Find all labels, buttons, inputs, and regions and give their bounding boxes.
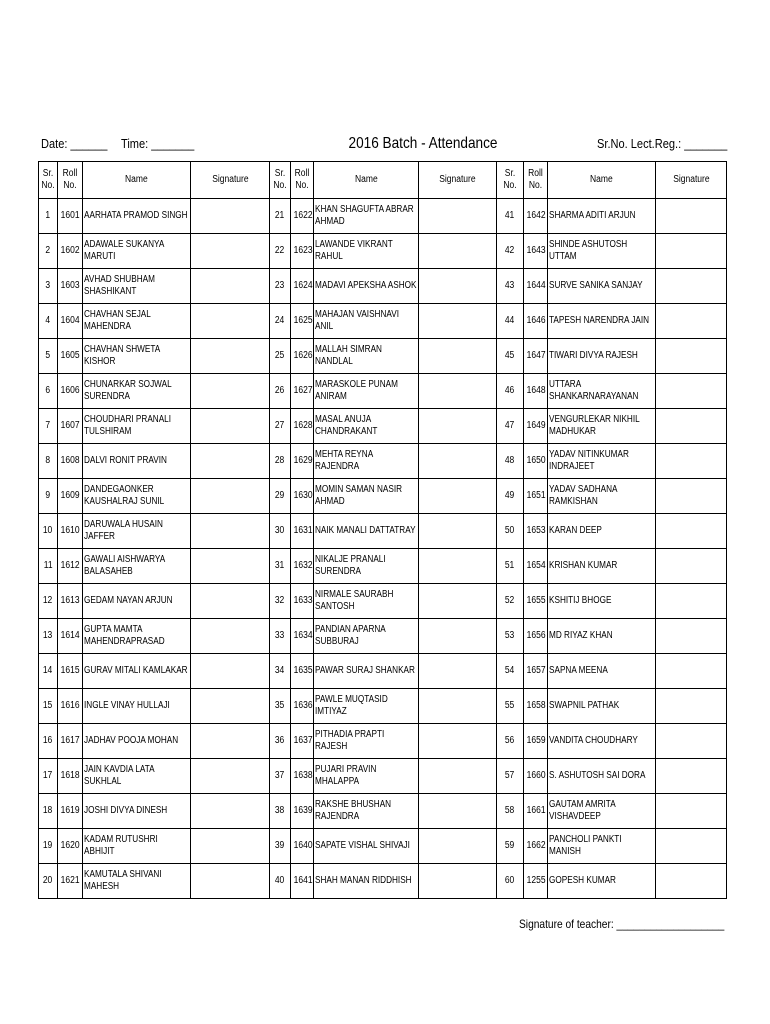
sr-number-cell: 8 [39,444,58,479]
sr-number-cell: 2 [39,234,58,269]
roll-number-cell: 1637 [291,724,314,759]
sr-number-cell: 50 [497,514,524,549]
signature-cell[interactable] [191,374,270,409]
sr-number-cell: 44 [497,304,524,339]
signature-cell[interactable] [419,689,497,724]
roll-number-cell: 1601 [58,199,83,234]
roll-number-cell: 1651 [524,479,548,514]
sr-number-cell: 17 [39,759,58,794]
signature-cell[interactable] [419,409,497,444]
sr-number-cell: 32 [270,584,291,619]
sr-number-cell: 12 [39,584,58,619]
sr-number-cell: 20 [39,864,58,899]
student-name-cell: MASAL ANUJA CHANDRAKANT [314,409,419,444]
roll-number-cell: 1614 [58,619,83,654]
signature-cell[interactable] [419,829,497,864]
sr-number-cell: 38 [270,794,291,829]
table-row [39,549,727,584]
signature-cell[interactable] [419,759,497,794]
signature-cell[interactable] [656,339,727,374]
signature-cell[interactable] [656,199,727,234]
signature-cell[interactable] [191,829,270,864]
student-name-cell: KHAN SHAGUFTA ABRAR AHMAD [314,199,419,234]
table-row [39,234,727,269]
student-name-cell: CHOUDHARI PRANALI TULSHIRAM [83,409,191,444]
sr-number-cell: 3 [39,269,58,304]
roll-number-cell: 1650 [524,444,548,479]
table-row [39,724,727,759]
table-row [39,269,727,304]
sr-number-cell: 9 [39,479,58,514]
signature-cell[interactable] [656,654,727,689]
column-header-sr: Sr. No. [270,162,291,199]
sr-number-cell: 45 [497,339,524,374]
roll-number-cell: 1608 [58,444,83,479]
signature-cell[interactable] [191,409,270,444]
table-row [39,199,727,234]
student-name-cell: DALVI RONIT PRAVIN [83,444,191,479]
sr-number-cell: 11 [39,549,58,584]
signature-cell[interactable] [656,794,727,829]
sr-number-cell: 26 [270,374,291,409]
sr-number-cell: 53 [497,619,524,654]
sr-number-cell: 27 [270,409,291,444]
attendance-table [38,161,727,899]
signature-cell[interactable] [419,234,497,269]
student-name-cell: RAKSHE BHUSHAN RAJENDRA [314,794,419,829]
column-header-sr: Sr. No. [497,162,524,199]
signature-cell[interactable] [191,199,270,234]
table-row [39,584,727,619]
roll-number-cell: 1622 [291,199,314,234]
student-name-cell: GAWALI AISHWARYA BALASAHEB [83,549,191,584]
sr-number-cell: 51 [497,549,524,584]
roll-number-cell: 1640 [291,829,314,864]
signature-cell[interactable] [656,689,727,724]
sr-number-cell: 37 [270,759,291,794]
signature-cell[interactable] [191,304,270,339]
student-name-cell: VANDITA CHOUDHARY [548,724,656,759]
column-header-name: Name [314,162,419,199]
signature-cell[interactable] [191,619,270,654]
signature-cell[interactable] [191,654,270,689]
sr-number-cell: 21 [270,199,291,234]
roll-number-cell: 1612 [58,549,83,584]
signature-cell[interactable] [656,619,727,654]
signature-cell[interactable] [191,269,270,304]
sr-number-cell: 25 [270,339,291,374]
roll-number-cell: 1607 [58,409,83,444]
sr-number-cell: 19 [39,829,58,864]
student-name-cell: DARUWALA HUSAIN JAFFER [83,514,191,549]
sr-number-cell: 24 [270,304,291,339]
table-row [39,759,727,794]
student-name-cell: GEDAM NAYAN ARJUN [83,584,191,619]
sr-number-cell: 49 [497,479,524,514]
student-name-cell: JAIN KAVDIA LATA SUKHLAL [83,759,191,794]
student-name-cell: SHINDE ASHUTOSH UTTAM [548,234,656,269]
student-name-cell: NIRMALE SAURABH SANTOSH [314,584,419,619]
student-name-cell: YADAV NITINKUMAR INDRAJEET [548,444,656,479]
sr-number-cell: 59 [497,829,524,864]
table-row [39,339,727,374]
student-name-cell: CHAVHAN SEJAL MAHENDRA [83,304,191,339]
student-name-cell: MOMIN SAMAN NASIR AHMAD [314,479,419,514]
sr-number-cell: 14 [39,654,58,689]
signature-cell[interactable] [419,479,497,514]
roll-number-cell: 1605 [58,339,83,374]
student-name-cell: PANDIAN APARNA SUBBURAJ [314,619,419,654]
signature-cell[interactable] [419,654,497,689]
roll-number-cell: 1621 [58,864,83,899]
roll-number-cell: 1604 [58,304,83,339]
sr-number-cell: 31 [270,549,291,584]
roll-number-cell: 1657 [524,654,548,689]
student-name-cell: PANCHOLI PANKTI MANISH [548,829,656,864]
signature-cell[interactable] [656,829,727,864]
table-row [39,619,727,654]
student-name-cell: GOPESH KUMAR [548,864,656,899]
signature-cell[interactable] [656,584,727,619]
signature-cell[interactable] [191,444,270,479]
roll-number-cell: 1642 [524,199,548,234]
signature-cell[interactable] [656,759,727,794]
student-name-cell: LAWANDE VIKRANT RAHUL [314,234,419,269]
signature-cell[interactable] [656,409,727,444]
roll-number-cell: 1625 [291,304,314,339]
student-name-cell: MAHAJAN VAISHNAVI ANIL [314,304,419,339]
roll-number-cell: 1632 [291,549,314,584]
signature-cell[interactable] [191,234,270,269]
teacher-signature-line: Signature of teacher: ___________________ [519,917,725,931]
signature-cell[interactable] [419,514,497,549]
roll-number-cell: 1647 [524,339,548,374]
sr-number-cell: 15 [39,689,58,724]
sr-number-cell: 52 [497,584,524,619]
signature-cell[interactable] [191,759,270,794]
sr-number-cell: 5 [39,339,58,374]
sr-number-cell: 30 [270,514,291,549]
student-name-cell: MADAVI APEKSHA ASHOK [314,269,419,304]
roll-number-cell: 1626 [291,339,314,374]
signature-cell[interactable] [656,479,727,514]
sr-number-cell: 47 [497,409,524,444]
signature-cell[interactable] [656,444,727,479]
column-header-roll: Roll No. [291,162,314,199]
roll-number-cell: 1616 [58,689,83,724]
roll-number-cell: 1656 [524,619,548,654]
signature-cell[interactable] [191,479,270,514]
sr-number-cell: 33 [270,619,291,654]
column-header-roll: Roll No. [524,162,548,199]
roll-number-cell: 1623 [291,234,314,269]
student-name-cell: MEHTA REYNA RAJENDRA [314,444,419,479]
table-row [39,514,727,549]
roll-number-cell: 1639 [291,794,314,829]
sr-number-cell: 29 [270,479,291,514]
roll-number-cell: 1635 [291,654,314,689]
roll-number-cell: 1643 [524,234,548,269]
signature-cell[interactable] [656,304,727,339]
signature-cell[interactable] [191,514,270,549]
student-name-cell: MD RIYAZ KHAN [548,619,656,654]
roll-number-cell: 1662 [524,829,548,864]
column-header-name: Name [548,162,656,199]
table-row [39,409,727,444]
signature-cell[interactable] [191,724,270,759]
roll-number-cell: 1633 [291,584,314,619]
roll-number-cell: 1641 [291,864,314,899]
sr-number-cell: 35 [270,689,291,724]
student-name-cell: CHAVHAN SHWETA KISHOR [83,339,191,374]
table-header-row [39,162,727,199]
sr-number-cell: 43 [497,269,524,304]
signature-cell[interactable] [656,514,727,549]
student-name-cell: NAIK MANALI DATTATRAY [314,514,419,549]
roll-number-cell: 1644 [524,269,548,304]
column-header-signature: Signature [656,162,727,199]
signature-cell[interactable] [419,724,497,759]
roll-number-cell: 1655 [524,584,548,619]
signature-cell[interactable] [419,374,497,409]
student-name-cell: AARHATA PRAMOD SINGH [83,199,191,234]
roll-number-cell: 1653 [524,514,548,549]
student-name-cell: SURVE SANIKA SANJAY [548,269,656,304]
sr-number-cell: 23 [270,269,291,304]
roll-number-cell: 1630 [291,479,314,514]
student-name-cell: S. ASHUTOSH SAI DORA [548,759,656,794]
roll-number-cell: 1654 [524,549,548,584]
student-name-cell: GUPTA MAMTA MAHENDRAPRASAD [83,619,191,654]
student-name-cell: AVHAD SHUBHAM SHASHIKANT [83,269,191,304]
roll-number-cell: 1661 [524,794,548,829]
signature-cell[interactable] [656,549,727,584]
student-name-cell: SWAPNIL PATHAK [548,689,656,724]
student-name-cell: TAPESH NARENDRA JAIN [548,304,656,339]
signature-cell[interactable] [191,864,270,899]
student-name-cell: SHARMA ADITI ARJUN [548,199,656,234]
signature-cell[interactable] [191,549,270,584]
time-field-label: Time: _______ [121,136,195,151]
roll-number-cell: 1638 [291,759,314,794]
signature-cell[interactable] [419,864,497,899]
roll-number-cell: 1603 [58,269,83,304]
roll-number-cell: 1658 [524,689,548,724]
roll-number-cell: 1636 [291,689,314,724]
column-header-signature: Signature [191,162,270,199]
student-name-cell: INGLE VINAY HULLAJI [83,689,191,724]
column-header-sr: Sr. No. [39,162,58,199]
student-name-cell: MARASKOLE PUNAM ANIRAM [314,374,419,409]
signature-cell[interactable] [419,304,497,339]
roll-number-cell: 1627 [291,374,314,409]
sr-number-cell: 55 [497,689,524,724]
signature-cell[interactable] [419,339,497,374]
student-name-cell: CHUNARKAR SOJWAL SURENDRA [83,374,191,409]
date-field-label: Date: ______ [41,136,108,151]
sr-number-cell: 13 [39,619,58,654]
signature-cell[interactable] [419,549,497,584]
sr-number-cell: 16 [39,724,58,759]
table-row [39,689,727,724]
student-name-cell: SAPATE VISHAL SHIVAJI [314,829,419,864]
signature-cell[interactable] [191,339,270,374]
roll-number-cell: 1634 [291,619,314,654]
roll-number-cell: 1610 [58,514,83,549]
signature-cell[interactable] [656,269,727,304]
student-name-cell: KAMUTALA SHIVANI MAHESH [83,864,191,899]
table-row [39,794,727,829]
sr-number-cell: 39 [270,829,291,864]
roll-number-cell: 1620 [58,829,83,864]
sr-number-cell: 46 [497,374,524,409]
roll-number-cell: 1613 [58,584,83,619]
student-name-cell: KRISHAN KUMAR [548,549,656,584]
sr-number-cell: 22 [270,234,291,269]
sr-number-cell: 4 [39,304,58,339]
roll-number-cell: 1609 [58,479,83,514]
roll-number-cell: 1617 [58,724,83,759]
lecture-register-label: Sr.No. Lect.Reg.: _______ [597,136,728,151]
sr-number-cell: 56 [497,724,524,759]
signature-cell[interactable] [191,689,270,724]
sr-number-cell: 18 [39,794,58,829]
roll-number-cell: 1649 [524,409,548,444]
sr-number-cell: 34 [270,654,291,689]
signature-cell[interactable] [656,234,727,269]
roll-number-cell: 1624 [291,269,314,304]
roll-number-cell: 1660 [524,759,548,794]
sr-number-cell: 54 [497,654,524,689]
table-row [39,479,727,514]
column-header-roll: Roll No. [58,162,83,199]
table-row [39,304,727,339]
signature-cell[interactable] [419,619,497,654]
student-name-cell: VENGURLEKAR NIKHIL MADHUKAR [548,409,656,444]
roll-number-cell: 1615 [58,654,83,689]
student-name-cell: SAPNA MEENA [548,654,656,689]
sr-number-cell: 40 [270,864,291,899]
roll-number-cell: 1628 [291,409,314,444]
student-name-cell: JOSHI DIVYA DINESH [83,794,191,829]
attendance-rows [39,199,727,899]
table-row [39,374,727,409]
student-name-cell: UTTARA SHANKARNARAYANAN [548,374,656,409]
signature-cell[interactable] [419,269,497,304]
student-name-cell: MALLAH SIMRAN NANDLAL [314,339,419,374]
signature-cell[interactable] [656,724,727,759]
sr-number-cell: 57 [497,759,524,794]
signature-cell[interactable] [191,584,270,619]
roll-number-cell: 1619 [58,794,83,829]
roll-number-cell: 1606 [58,374,83,409]
roll-number-cell: 1646 [524,304,548,339]
student-name-cell: YADAV SADHANA RAMKISHAN [548,479,656,514]
roll-number-cell: 1255 [524,864,548,899]
sr-number-cell: 60 [497,864,524,899]
signature-cell[interactable] [656,864,727,899]
roll-number-cell: 1631 [291,514,314,549]
signature-cell[interactable] [419,199,497,234]
signature-cell[interactable] [656,374,727,409]
table-row [39,444,727,479]
signature-cell[interactable] [419,794,497,829]
sr-number-cell: 41 [497,199,524,234]
table-row [39,864,727,899]
roll-number-cell: 1629 [291,444,314,479]
sr-number-cell: 6 [39,374,58,409]
student-name-cell: JADHAV POOJA MOHAN [83,724,191,759]
student-name-cell: PUJARI PRAVIN MHALAPPA [314,759,419,794]
sr-number-cell: 42 [497,234,524,269]
student-name-cell: GURAV MITALI KAMLAKAR [83,654,191,689]
student-name-cell: PAWLE MUQTASID IMTIYAZ [314,689,419,724]
table-row [39,654,727,689]
page-title: 2016 Batch - Attendance [348,135,498,152]
student-name-cell: DANDEGAONKER KAUSHALRAJ SUNIL [83,479,191,514]
signature-cell[interactable] [419,444,497,479]
signature-cell[interactable] [419,584,497,619]
sr-number-cell: 48 [497,444,524,479]
student-name-cell: PITHADIA PRAPTI RAJESH [314,724,419,759]
sr-number-cell: 1 [39,199,58,234]
student-name-cell: KARAN DEEP [548,514,656,549]
signature-cell[interactable] [191,794,270,829]
column-header-name: Name [83,162,191,199]
table-row [39,829,727,864]
column-header-signature: Signature [419,162,497,199]
student-name-cell: PAWAR SURAJ SHANKAR [314,654,419,689]
student-name-cell: KSHITIJ BHOGE [548,584,656,619]
student-name-cell: ADAWALE SUKANYA MARUTI [83,234,191,269]
roll-number-cell: 1618 [58,759,83,794]
sr-number-cell: 10 [39,514,58,549]
sr-number-cell: 36 [270,724,291,759]
roll-number-cell: 1659 [524,724,548,759]
student-name-cell: NIKALJE PRANALI SURENDRA [314,549,419,584]
student-name-cell: GAUTAM AMRITA VISHAVDEEP [548,794,656,829]
sr-number-cell: 58 [497,794,524,829]
student-name-cell: TIWARI DIVYA RAJESH [548,339,656,374]
student-name-cell: KADAM RUTUSHRI ABHIJIT [83,829,191,864]
roll-number-cell: 1602 [58,234,83,269]
sr-number-cell: 7 [39,409,58,444]
sr-number-cell: 28 [270,444,291,479]
student-name-cell: SHAH MANAN RIDDHISH [314,864,419,899]
roll-number-cell: 1648 [524,374,548,409]
